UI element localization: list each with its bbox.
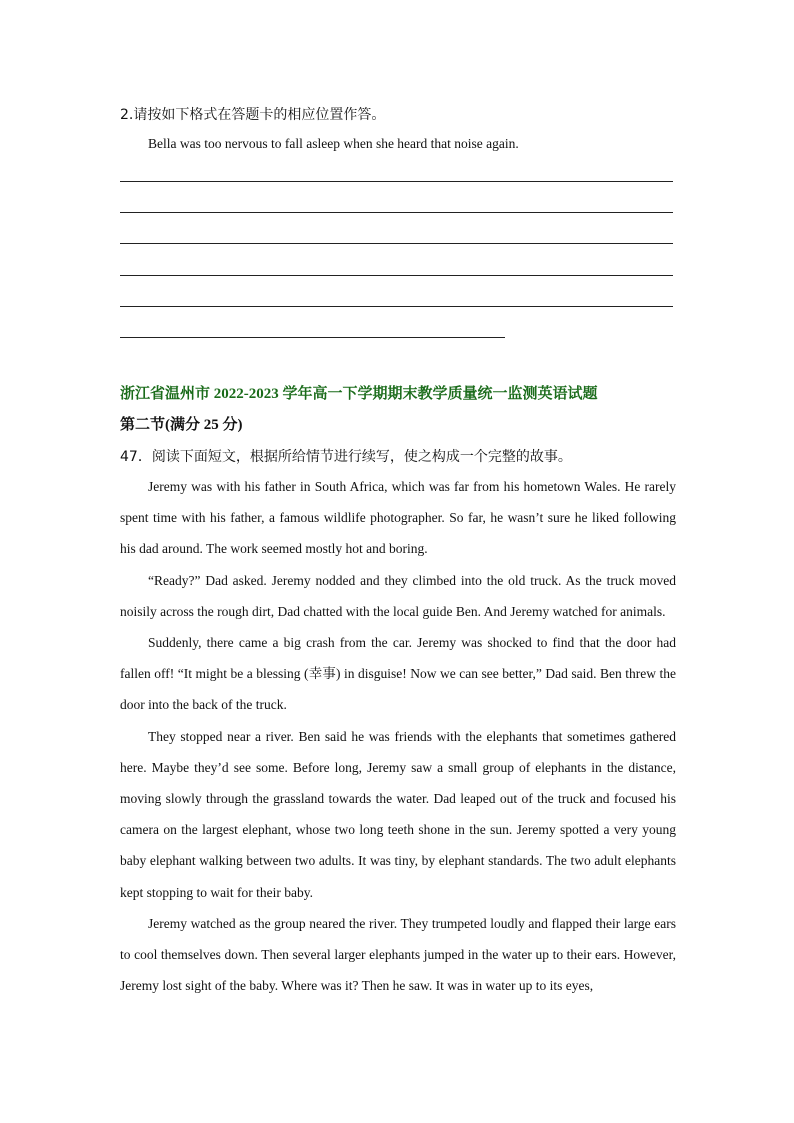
- answer-instruction: 2.请按如下格式在答题卡的相应位置作答。: [120, 107, 386, 123]
- story-paragraph: Suddenly, there came a big crash from the car. Jeremy was shocked to find that the door had fallen off! “It might be a blessing (幸事) in disguise! Now we can see better,” Dad said. Ben threw the door into the back of the truck.: [120, 635, 676, 713]
- story-paragraph: Jeremy was with his father in South Africa, which was far from his hometown Wales. He rarely spent time with his father, a famous wildlife photographer. So far, he wasn’t sure he liked following his dad around. The work seemed mostly hot and boring.: [120, 479, 676, 557]
- section-heading: 第二节(满分 25 分): [120, 417, 243, 433]
- story-paragraph: Jeremy watched as the group neared the river. They trumpeted loudly and flapped their large ears to cool themselves down. Then several larger elephants jumped in the water up to their ears. However, Jeremy lost sight of the baby. Where was it? Then he saw. It was in water up to its eyes,: [120, 915, 676, 994]
- exam-title: 浙江省温州市 2022-2023 学年高一下学期期末教学质量统一监测英语试题: [120, 386, 598, 402]
- answer-line: [120, 275, 673, 276]
- question-instruction: 47．阅读下面短文，根据所给情节进行续写，使之构成一个完整的故事。: [120, 449, 572, 465]
- answer-line: [120, 243, 673, 244]
- answer-line: [120, 337, 505, 338]
- story-paragraph: They stopped near a river. Ben said he was friends with the elephants that sometimes gathered here. Maybe they’d see some. Before long, Jeremy saw a small group of elephants in the distance, moving slowly through the grassland towards the water. Dad leaped out of the truck and focused his camera on the largest elephant, whose two long teeth shone in the sun. Jeremy spotted a very young baby elephant walking between two adults. It was tiny, by elephant standards. The two adult elephants kept stopping to wait for their baby.: [120, 728, 676, 900]
- prompt-sentence: Bella was too nervous to fall asleep when she heard that noise again.: [148, 136, 519, 151]
- answer-line: [120, 181, 673, 182]
- answer-line: [120, 306, 673, 307]
- story-paragraph: “Ready?” Dad asked. Jeremy nodded and they climbed into the old truck. As the truck moved noisily across the rough dirt, Dad chatted with the local guide Ben. And Jeremy watched for animals.: [120, 572, 676, 619]
- story-text: [120, 471, 676, 1001]
- answer-line: [120, 212, 673, 213]
